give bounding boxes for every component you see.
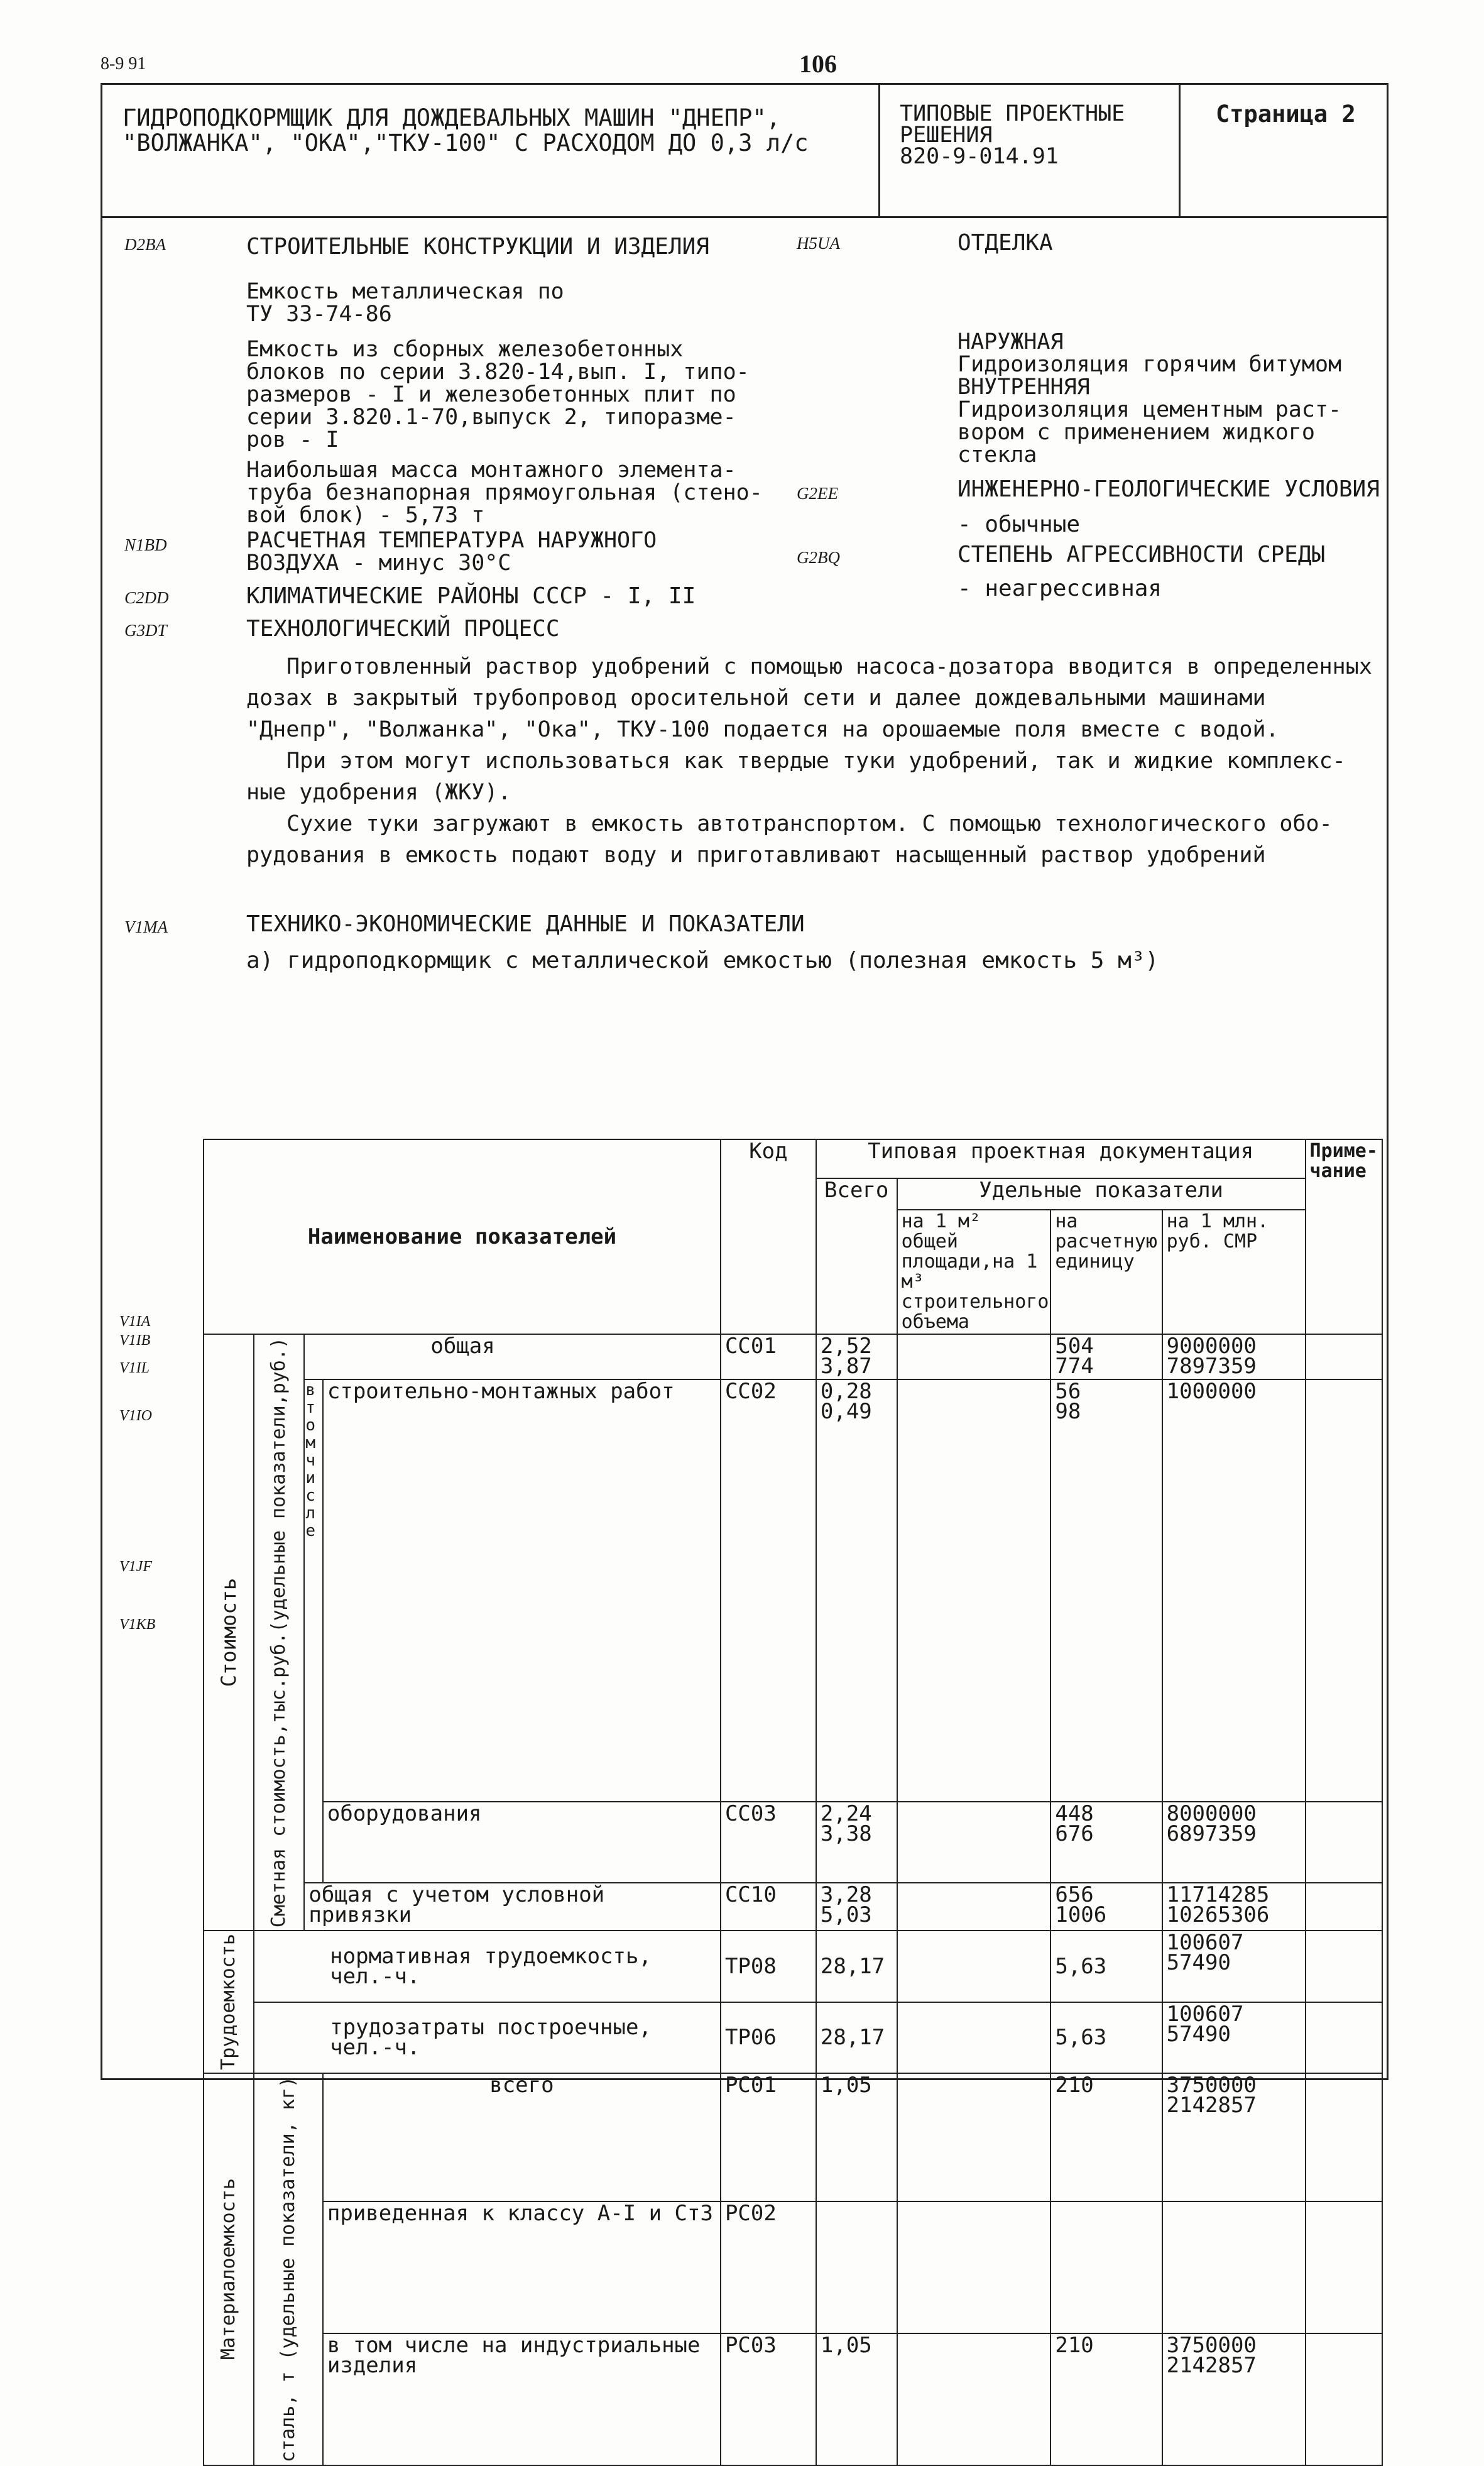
- row-name: приведенная к классу А-I и Ст3: [323, 2201, 721, 2333]
- row-code: СС02: [721, 1379, 816, 1802]
- col-header-code: Код: [721, 1139, 816, 1334]
- group-cost: Стоимость: [204, 1334, 254, 1931]
- row-note: [1306, 1802, 1382, 1883]
- col-header-name: Наименование показателей: [204, 1139, 721, 1334]
- col-header-doc: Типовая проектная документация: [816, 1139, 1306, 1178]
- section-structures: СТРОИТЕЛЬНЫЕ КОНСТРУКЦИИ И ИЗДЕЛИЯ: [246, 234, 709, 260]
- group-labor: Трудоемкость: [204, 1931, 254, 2073]
- row-note: [1306, 2073, 1382, 2201]
- section-aggressiveness: СТЕПЕНЬ АГРЕССИВНОСТИ СРЕДЫ: [958, 542, 1326, 567]
- row-marker-v1ib: V1IB: [119, 1332, 151, 1349]
- structures-item-3: Наибольшая масса монтажного элемента- труба безнапорная прямоугольная (стено- вой блок) - 5,73 т: [246, 458, 763, 528]
- row-total: 1,05: [816, 2073, 897, 2201]
- row-u3: [1162, 2201, 1306, 2333]
- row-u3: 9000000 7897359: [1162, 1334, 1306, 1379]
- row-u3: 100607 57490: [1162, 1931, 1306, 2002]
- col-header-unit-mln: на 1 млн. руб. СМР: [1162, 1210, 1306, 1334]
- col-header-note: Приме-чание: [1306, 1139, 1382, 1334]
- section-geology: ИНЖЕНЕРНО-ГЕОЛОГИЧЕСКИЕ УСЛОВИЯ: [958, 476, 1380, 502]
- row-u3: 3750000 2142857: [1162, 2073, 1306, 2201]
- row-marker-v1ia: V1IA: [119, 1313, 151, 1330]
- table-row: [204, 2002, 1382, 2073]
- code-g2ee: G2EE: [797, 484, 838, 503]
- row-total: 0,28 0,49: [816, 1379, 897, 1802]
- row-note: [1306, 2333, 1382, 2465]
- row-u2: 5,63: [1050, 2002, 1162, 2073]
- code-g3dt: G3DT: [124, 621, 167, 640]
- group-cost-sub: Сметная стоимость,тыс.руб.(удельные показатели,руб.): [254, 1334, 304, 1931]
- row-total: 2,52 3,87: [816, 1334, 897, 1379]
- document-series: ТИПОВЫЕ ПРОЕКТНЫЕ РЕШЕНИЯ 820-9-014.91: [900, 101, 1125, 169]
- row-code: РС02: [721, 2201, 816, 2333]
- document-title: ГИДРОПОДКОРМЩИК ДЛЯ ДОЖДЕВАЛЬНЫХ МАШИН "ДНЕПР", "ВОЛЖАНКА", "ОКА","ТКУ-100" С РАСХОДОМ ДО 0,3 л/с: [123, 104, 809, 156]
- section-climate-regions: КЛИМАТИЧЕСКИЕ РАЙОНЫ СССР - I, II: [246, 583, 696, 609]
- table-row: [204, 2201, 1382, 2333]
- code-g2bq: G2BQ: [797, 548, 840, 567]
- row-name: общая с учетом условной привязки: [304, 1883, 721, 1931]
- row-u1: [897, 1379, 1051, 1802]
- sheet-number: Страница 2: [1216, 101, 1356, 128]
- row-total: [816, 2201, 897, 2333]
- row-u1: [897, 1802, 1051, 1883]
- header-divider-v2: [1179, 83, 1181, 216]
- row-marker-v1jf: V1JF: [119, 1559, 152, 1575]
- finishing-details: НАРУЖНАЯ Гидроизоляция горячим битумом ВНУТРЕННЯЯ Гидроизоляция цементным раст- вором с применением жидкого стекла: [958, 329, 1342, 468]
- row-u3: 3750000 2142857: [1162, 2333, 1306, 2465]
- page-number: 106: [799, 50, 837, 78]
- section-tech-econ: ТЕХНИКО-ЭКОНОМИЧЕСКИЕ ДАННЫЕ И ПОКАЗАТЕЛИ: [246, 911, 805, 937]
- section-process: ТЕХНОЛОГИЧЕСКИЙ ПРОЦЕСС: [246, 616, 560, 642]
- row-u3: 8000000 6897359: [1162, 1802, 1306, 1883]
- row-name: в том числе на индустриальные изделия: [323, 2333, 721, 2465]
- row-u3: 1000000: [1162, 1379, 1306, 1802]
- row-u1: [897, 1883, 1051, 1931]
- row-marker-v1kb: V1KB: [119, 1616, 156, 1633]
- row-name: трудозатраты построечные, чел.-ч.: [254, 2002, 721, 2073]
- row-u2: [1050, 2201, 1162, 2333]
- row-note: [1306, 2002, 1382, 2073]
- row-u2: 210: [1050, 2073, 1162, 2201]
- col-header-unit-design: на расчетную единицу: [1050, 1210, 1162, 1334]
- row-u2: 504 774: [1050, 1334, 1162, 1379]
- code-c2dd: C2DD: [124, 588, 169, 607]
- row-u3: 100607 57490: [1162, 2002, 1306, 2073]
- row-total: 28,17: [816, 2002, 897, 2073]
- section-finishing: ОТДЕЛКА: [958, 230, 1053, 256]
- code-v1ma: V1MA: [124, 918, 168, 936]
- row-code: СС03: [721, 1802, 816, 1883]
- group-material: Материалоемкость: [204, 2073, 254, 2465]
- page-top-left-mark: 8-9 91: [101, 54, 146, 74]
- table-row: [204, 1802, 1382, 1883]
- row-u1: [897, 2201, 1051, 2333]
- code-h5ua: H5UA: [797, 234, 840, 253]
- row-u2: 210: [1050, 2333, 1162, 2465]
- row-code: СС10: [721, 1883, 816, 1931]
- row-marker-v1il: V1IL: [119, 1360, 150, 1376]
- row-name: строительно-монтажных работ: [323, 1379, 721, 1802]
- row-code: СС01: [721, 1334, 816, 1379]
- table-row: [204, 1334, 1382, 1379]
- row-u2: 656 1006: [1050, 1883, 1162, 1931]
- col-header-total: Всего: [816, 1178, 897, 1334]
- row-code: РС01: [721, 2073, 816, 2201]
- table-row: [204, 2073, 1382, 2201]
- structures-item-1: Емкость металлическая по ТУ 33-74-86: [246, 279, 564, 327]
- row-u1: [897, 1334, 1051, 1379]
- row-code: РС03: [721, 2333, 816, 2465]
- row-u2: 5,63: [1050, 1931, 1162, 2002]
- header-divider-v1: [878, 83, 880, 216]
- row-total: 28,17: [816, 1931, 897, 2002]
- row-note: [1306, 1379, 1382, 1802]
- row-u1: [897, 2333, 1051, 2465]
- row-code: ТР06: [721, 2002, 816, 2073]
- structures-item-2: Емкость из сборных железобетонных блоков по серии 3.820-14,вып. I, типо- размеров - I и железобетонных плит по серии 3.820.1-70,выпуск 2, типоразме- ров - I: [246, 337, 750, 452]
- geology-value: - обычные: [958, 512, 1081, 537]
- row-marker-v1io: V1IO: [119, 1408, 152, 1424]
- row-u1: [897, 1931, 1051, 2002]
- aggressiveness-value: - неагрессивная: [958, 576, 1162, 601]
- col-header-unit: Удельные показатели: [897, 1178, 1306, 1210]
- row-u2: 448 676: [1050, 1802, 1162, 1883]
- row-code: ТР08: [721, 1931, 816, 2002]
- table-row: [204, 1883, 1382, 1931]
- row-note: [1306, 1931, 1382, 2002]
- row-u1: [897, 2002, 1051, 2073]
- tech-econ-subtitle: а) гидроподкормщик с металлической емкостью (полезная емкость 5 м³): [246, 948, 1159, 973]
- header-divider: [101, 216, 1389, 218]
- indicators-table: [203, 1139, 1383, 2466]
- row-total: 3,28 5,03: [816, 1883, 897, 1931]
- code-d2ba: D2BA: [124, 235, 166, 254]
- row-name: оборудования: [323, 1802, 721, 1883]
- row-u1: [897, 2073, 1051, 2201]
- row-name: всего: [323, 2073, 721, 2201]
- table-row: [204, 1931, 1382, 2002]
- row-name: нормативная трудоемкость, чел.-ч.: [254, 1931, 721, 2002]
- section-outdoor-temperature: РАСЧЕТНАЯ ТЕМПЕРАТУРА НАРУЖНОГО ВОЗДУХА - минус 30°С: [246, 528, 657, 576]
- row-note: [1306, 1334, 1382, 1379]
- col-header-unit-area: на 1 м² общей площади,на 1 м³ строительного объема: [897, 1210, 1051, 1334]
- code-n1bd: N1BD: [124, 535, 167, 554]
- process-description: Приготовленный раствор удобрений с помощью насоса-дозатора вводится в определенных дозах в закрытый трубопровод оросительной сети и далее дождевальными машинами "Днепр", "Волжанка", "Ока", ТКУ-100 подается на орошаемые поля вместе с водой. При этом могут использоваться как твердые туки удобрений, так и жидкие комплекс- ные удобрения (ЖКУ). Сухие туки загружают в емкость автотранспортом. С помощью технологического обо- рудования в емкость подают воду и приготавливают насыщенный раствор удобрений: [246, 654, 1372, 868]
- row-total: 2,24 3,38: [816, 1802, 897, 1883]
- in-number-label: в том числе: [304, 1379, 323, 1883]
- group-material-sub: сталь, т (удельные показатели, кг): [254, 2073, 323, 2465]
- row-note: [1306, 2201, 1382, 2333]
- table-row: [204, 1379, 1382, 1802]
- row-u3: 11714285 10265306: [1162, 1883, 1306, 1931]
- row-total: 1,05: [816, 2333, 897, 2465]
- row-u2: 56 98: [1050, 1379, 1162, 1802]
- table-row: [204, 2333, 1382, 2465]
- row-note: [1306, 1883, 1382, 1931]
- row-name: общая: [304, 1334, 721, 1379]
